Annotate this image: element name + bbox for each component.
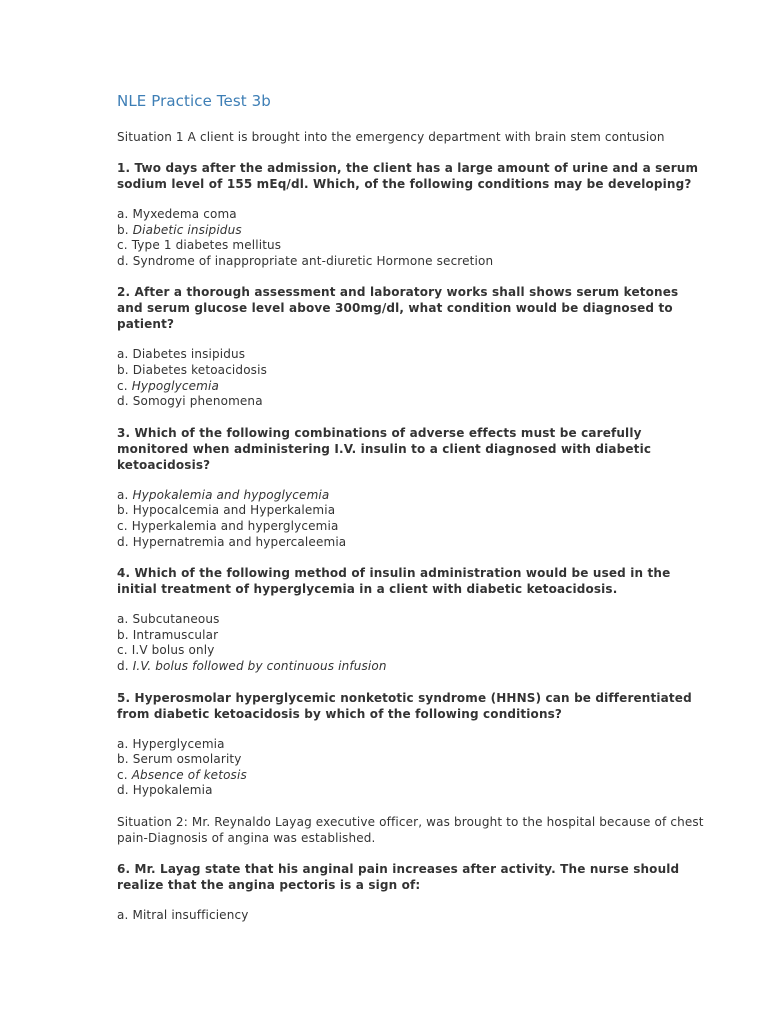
option-text: Syndrome of inappropriate ant-diuretic Hormone secretion <box>132 253 494 268</box>
option-text: Diabetic insipidus <box>132 222 242 237</box>
option-a <box>117 488 708 504</box>
option-a <box>117 908 708 924</box>
option-letter: a. <box>117 207 133 221</box>
option-letter: b. <box>117 503 133 518</box>
option-text: Hypoglycemia <box>131 378 219 393</box>
option-b <box>117 363 708 379</box>
option-letter: b. <box>117 362 133 377</box>
option-b <box>117 628 708 644</box>
option-list <box>117 612 708 674</box>
option-text: Hypokalemia <box>132 783 213 798</box>
document-title: NLE Practice Test 3b <box>117 92 271 110</box>
option-c <box>117 768 708 784</box>
option-text: Diabetes ketoacidosis <box>132 362 267 377</box>
option-letter: c. <box>117 767 132 782</box>
situation-1-text: Situation 1 A client is brought into the emergency department with brain stem contusion <box>117 130 665 144</box>
option-text: Hyperglycemia <box>132 736 225 751</box>
option-d <box>117 254 708 270</box>
option-letter: b. <box>117 752 133 767</box>
option-c <box>117 519 708 535</box>
question-text: 3. Which of the following combinations of adverse effects must be carefully monitored when administering I.V. insulin to a client diagnosed with diabetic ketoacidosis? <box>117 425 652 472</box>
option-letter: d. <box>117 783 133 798</box>
option-letter: a. <box>117 612 133 627</box>
option-list <box>117 207 708 269</box>
option-text: I.V. bolus followed by continuous infusion <box>132 658 387 673</box>
option-text: Subcutaneous <box>132 612 220 627</box>
question-text: 4. Which of the following method of insulin administration would be used in the initial treatment of hyperglycemia in a client with diabetic ketoacidosis. <box>117 566 671 597</box>
question-2 <box>117 284 708 409</box>
situation-2-text: Situation 2: Mr. Reynaldo Layag executive officer, was brought to the hospital because of chest pain-Diagnosis of angina was established. <box>117 814 704 845</box>
option-c <box>117 238 708 254</box>
option-b <box>117 752 708 768</box>
option-letter: a. <box>117 347 133 362</box>
option-d <box>117 783 708 799</box>
question-1 <box>117 160 708 269</box>
question-text: 5. Hyperosmolar hyperglycemic nonketotic syndrome (HHNS) can be differentiated from diabetic ketoacidosis by which of the following conditions? <box>117 690 692 721</box>
option-letter: a. <box>117 487 133 502</box>
option-text: Type 1 diabetes mellitus <box>131 238 282 253</box>
option-letter: c. <box>117 643 132 658</box>
option-text: Hypernatremia and hypercaleemia <box>132 534 347 549</box>
option-c <box>117 379 708 395</box>
option-a <box>117 737 708 753</box>
question-text: 6. Mr. Layag state that his anginal pain increases after activity. The nurse should realize that the angina pectoris is a sign of: <box>117 861 680 892</box>
option-text: I.V bolus only <box>131 643 215 658</box>
option-b <box>117 503 708 519</box>
option-letter: d. <box>117 534 133 549</box>
option-letter: b. <box>117 627 133 642</box>
option-letter: d. <box>117 394 133 409</box>
option-d <box>117 659 708 675</box>
option-list <box>117 347 708 409</box>
option-text: Intramuscular <box>132 627 219 642</box>
option-a <box>117 207 708 223</box>
option-d <box>117 535 708 551</box>
option-letter: d. <box>117 658 133 673</box>
question-text: 2. After a thorough assessment and laboratory works shall shows serum ketones and serum glucose level above 300mg/dl, what condition would be diagnosed to patient? <box>117 285 679 332</box>
question-text: 1. Two days after the admission, the client has a large amount of urine and a serum sodium level of 155 mEq/dl. Which, of the following conditions may be developing? <box>117 161 699 191</box>
option-text: Serum osmolarity <box>132 752 242 767</box>
option-text: Diabetes insipidus <box>132 347 246 362</box>
option-letter: d. <box>117 253 133 268</box>
question-4 <box>117 565 708 674</box>
option-text: Somogyi phenomena <box>132 394 263 409</box>
question-3 <box>117 425 708 550</box>
option-text: Mitral insufficiency <box>132 907 249 922</box>
option-list <box>117 908 708 924</box>
option-text: Absence of ketosis <box>131 767 247 782</box>
option-letter: c. <box>117 378 132 393</box>
option-list <box>117 488 708 550</box>
option-letter: b. <box>117 222 133 237</box>
option-a <box>117 612 708 628</box>
option-a <box>117 347 708 363</box>
option-list <box>117 737 708 799</box>
option-c <box>117 643 708 659</box>
option-letter: c. <box>117 518 132 533</box>
option-text: Hyperkalemia and hyperglycemia <box>131 518 339 533</box>
option-b <box>117 223 708 239</box>
option-d <box>117 394 708 410</box>
option-text: Myxedema coma <box>132 207 237 221</box>
option-letter: a. <box>117 736 133 751</box>
option-letter: a. <box>117 907 133 922</box>
question-5 <box>117 690 708 799</box>
option-text: Hypocalcemia and Hyperkalemia <box>132 503 336 518</box>
option-letter: c. <box>117 238 132 253</box>
option-text: Hypokalemia and hypoglycemia <box>132 487 330 502</box>
question-6 <box>117 861 708 924</box>
